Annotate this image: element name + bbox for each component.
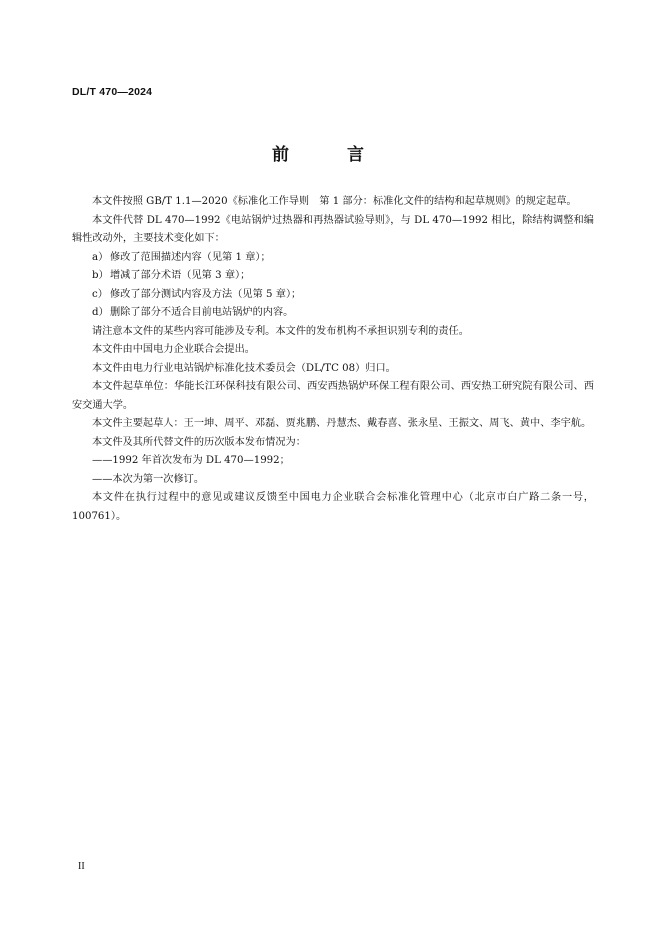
change-item-text: 增减了部分术语（见第 3 章）；: [110, 270, 251, 281]
paragraph-committee: 本文件由电力行业电站锅炉标准化技术委员会（DL/TC 08）归口。: [92, 362, 396, 374]
page-number: II: [78, 861, 85, 872]
page-title: 前 言: [272, 145, 390, 165]
foreword-body: [72, 193, 594, 526]
paragraph-replacement: 本文件代替 DL 470—1992《电站锅炉过热器和再热器试验导则》，与 DL 470—1992 相比，除结构调整和编辑性改动外，主要技术变化如下：: [72, 214, 594, 244]
change-item-a: [72, 249, 594, 268]
change-item-b: [72, 267, 594, 286]
paragraph-drafting-rules: 本文件按照 GB/T 1.1—2020《标准化工作导则 第 1 部分：标准化文件的结构和起草规则》的规定起草。: [92, 196, 577, 207]
paragraph-feedback: 本文件在执行过程中的意见或建议反馈至中国电力企业联合会标准化管理中心（北京市白广路二条一号，100761）。: [72, 492, 594, 522]
change-item-d: [72, 304, 594, 323]
history-item: ——1992 年首次发布为 DL 470—1992；: [92, 455, 290, 466]
change-item-text: 修改了范围描述内容（见第 1 章）；: [110, 251, 271, 263]
paragraph-proposer: 本文件由中国电力企业联合会提出。: [92, 344, 255, 355]
paragraph-drafters: 本文件主要起草人：王一坤、周平、邓磊、贾兆鹏、丹慧杰、戴春喜、张永星、王振文、周飞、黄中、李宇航。: [92, 418, 592, 429]
document-code: DL/T 470—2024: [72, 86, 153, 98]
paragraph-drafting-units: 本文件起草单位：华能长江环保科技有限公司、西安西热锅炉环保工程有限公司、西安热工研究院有限公司、西安交通大学。: [72, 381, 594, 411]
change-item-text: 删除了部分不适合目前电站锅炉的内容。: [110, 307, 294, 318]
change-item-label: d）: [92, 307, 109, 318]
change-item-c: [72, 286, 594, 305]
change-item-label: c）: [92, 288, 108, 300]
paragraph-history-intro: 本文件及其所代替文件的历次版本发布情况为：: [92, 436, 306, 448]
change-item-text: 修改了部分测试内容及方法（见第 5 章）；: [110, 288, 302, 300]
paragraph-patent-notice: 请注意本文件的某些内容可能涉及专利。本文件的发布机构不承担识别专利的责任。: [92, 325, 469, 337]
history-item: ——本次为第一次修订。: [92, 473, 205, 485]
change-item-label: b）: [92, 270, 109, 281]
change-item-label: a）: [92, 251, 109, 263]
